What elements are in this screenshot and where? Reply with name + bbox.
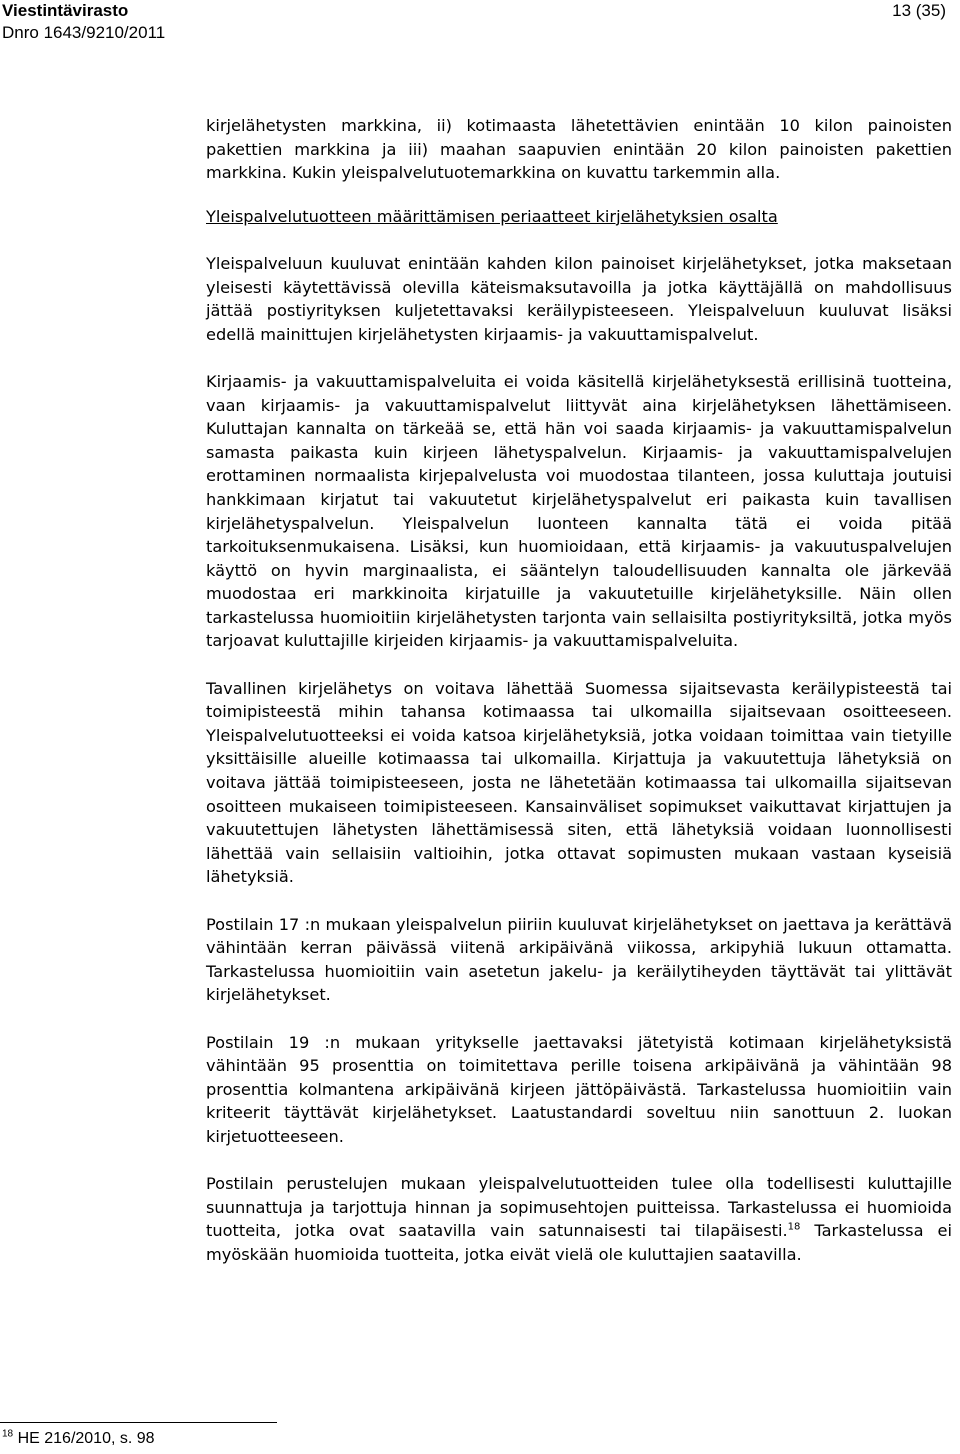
page-number: 13 (35) [892,1,946,20]
footnote-number: 18 [2,1428,14,1440]
organization-name: Viestintävirasto [2,1,129,20]
paragraph-6-text-a: Postilain perustelujen mukaan yleispalvelutuotteiden tulee olla todellisesti kuluttajille suunnattuja ja tarjottuja hinnan ja sopimusehtojen puitteissa. Tarkastelussa ei huomioida tuotteita, jotka ovat saatavilla vain satunnaisesti tai tilapäisesti. [206,1174,952,1241]
paragraph-1: Yleispalveluun kuuluvat enintään kahden kilon painoiset kirjelähetykset, jotka maksetaan yleisesti käytettävissä olevilla käteismaksutavoilla ja jotka käyttäjällä on mahdollisuus jättää postiyrityksen kuljetettavaksi keräilypisteeseen. Yleispalveluun kuuluvat lisäksi edellä mainittujen kirjelähetysten kirjaamis- ja vakuuttamispalvelut. [206,253,952,344]
footnote-reference[interactable]: 18 [787,1221,801,1233]
paragraph-3: Tavallinen kirjelähetys on voitava lähettää Suomessa sijaitsevasta keräilypisteestä tai toimipisteestä mihin tahansa kotimaassa tai ulkomailla sijaitsevaan osoitteeseen. Yleispalvelutuotteeksi ei voida katsoa kirjelähetyksiä, jotka voidaan toimittaa vain tietyille yksittäisille alueille kotimaassa tai ulkomailla. Kirjattuja ja vakuutettuja lähetyksiä on voitava jättää toimipisteeseen, josta ne lähetetään kotimaassa tai ulkomailla sijaitsevan osoitteen mukaiseen toimipisteeseen. Kansainväliset sopimukset vaikuttavat kirjattujen ja vakuutettujen lähetysten lähettämisessä siten, että lähetyksiä voidaan luonnollisesti lähettää vain sellaisiin valtioihin, jotka ottavat sopimusten mukaan vastaan kyseisiä lähetyksiä. [206,678,952,887]
footnote-text: HE 216/2010, s. 98 [13,1430,155,1447]
paragraph-6-text-b: Tarkastelussa ei myöskään huomioida tuotteita, jotka eivät vielä ole kuluttajien saatavilla. [206,1221,952,1264]
paragraph-6 [206,1172,952,1266]
section-heading: Yleispalvelutuotteen määrittämisen periaatteet kirjelähetyksien osalta [206,206,778,226]
paragraph-4: Postilain 17 :n mukaan yleispalvelun piiriin kuuluvat kirjelähetykset on jaettava ja kerättävä vähintään kerran päivässä viitenä arkipäivänä viikossa, arkipyhiä lukuun ottamatta. Tarkastelussa huomioitiin vain asetetun jakelu- ja keräilytiheyden täyttävät tai ylittävät kirjelähetykset. [206,914,952,1005]
footnote [2,1428,155,1450]
intro-paragraph: kirjelähetysten markkina, ii) kotimaasta lähetettävien enintään 10 kilon painoisten pakettien markkina ja iii) maahan saapuvien enintään 20 kilon painoisten pakettien markkina. Kukin yleispalvelutuotemarkkina on kuvattu tarkemmin alla. [206,116,952,183]
paragraph-2: Kirjaamis- ja vakuuttamispalveluita ei voida käsitellä kirjelähetyksestä erillisinä tuotteina, vaan kirjaamis- ja vakuuttamispalvelut liittyvät aina kirjelähetyksen lähettämiseen. Kuluttajan kannalta on tärkeää se, että hän voi saada kirjaamis- ja vakuuttamispalvelun samasta paikasta kuin kirjeen lähetyspalvelun. Kirjaamis- ja vakuuttamispalvelujen erottaminen normaalista kirjepalvelusta voi muodostaa tilanteen, jossa kuluttaja joutuisi hankkimaan kirjatut tai vakuutetut kirjelähetyspalvelut eri paikasta kuin tavallisen kirjelähetyspalvelun. Yleispalvelun luonteen kannalta tätä ei voida pitää tarkoituksenmukaisena. Lisäksi, kun huomioidaan, että kirjaamis- ja vakuutuspalvelujen käyttö on hyvin marginaalista, ei sääntelyn taloudellisuuden kannalta ole järkevää muodostaa eri markkinoita kirjatuille ja vakuutetuille kirjelähetyksille. Näin ollen tarkastelussa huomioitiin kirjelähetysten tarjonta vain sellaisilta postiyrityksiltä, jotka myös tarjoavat kuluttajille kirjeiden kirjaamis- ja vakuuttamispalveluita. [206,371,952,651]
document-reference: Dnro 1643/9210/2011 [2,23,166,42]
document-body [206,114,952,1290]
paragraph-5: Postilain 19 :n mukaan yritykselle jaettavaksi jätetyistä kotimaan kirjelähetyksistä vähintään 95 prosenttia on toimitettava perille toisena arkipäivänä ja vähintään 98 prosenttia kolmantena arkipäivänä kirjeen jättöpäivästä. Tarkastelussa huomioitiin vain kriteerit täyttävät kirjelähetykset. Laatustandardi soveltuu niin sanottuun 2. luokan kirjetuotteeseen. [206,1032,952,1146]
footnote-divider [0,1422,277,1423]
